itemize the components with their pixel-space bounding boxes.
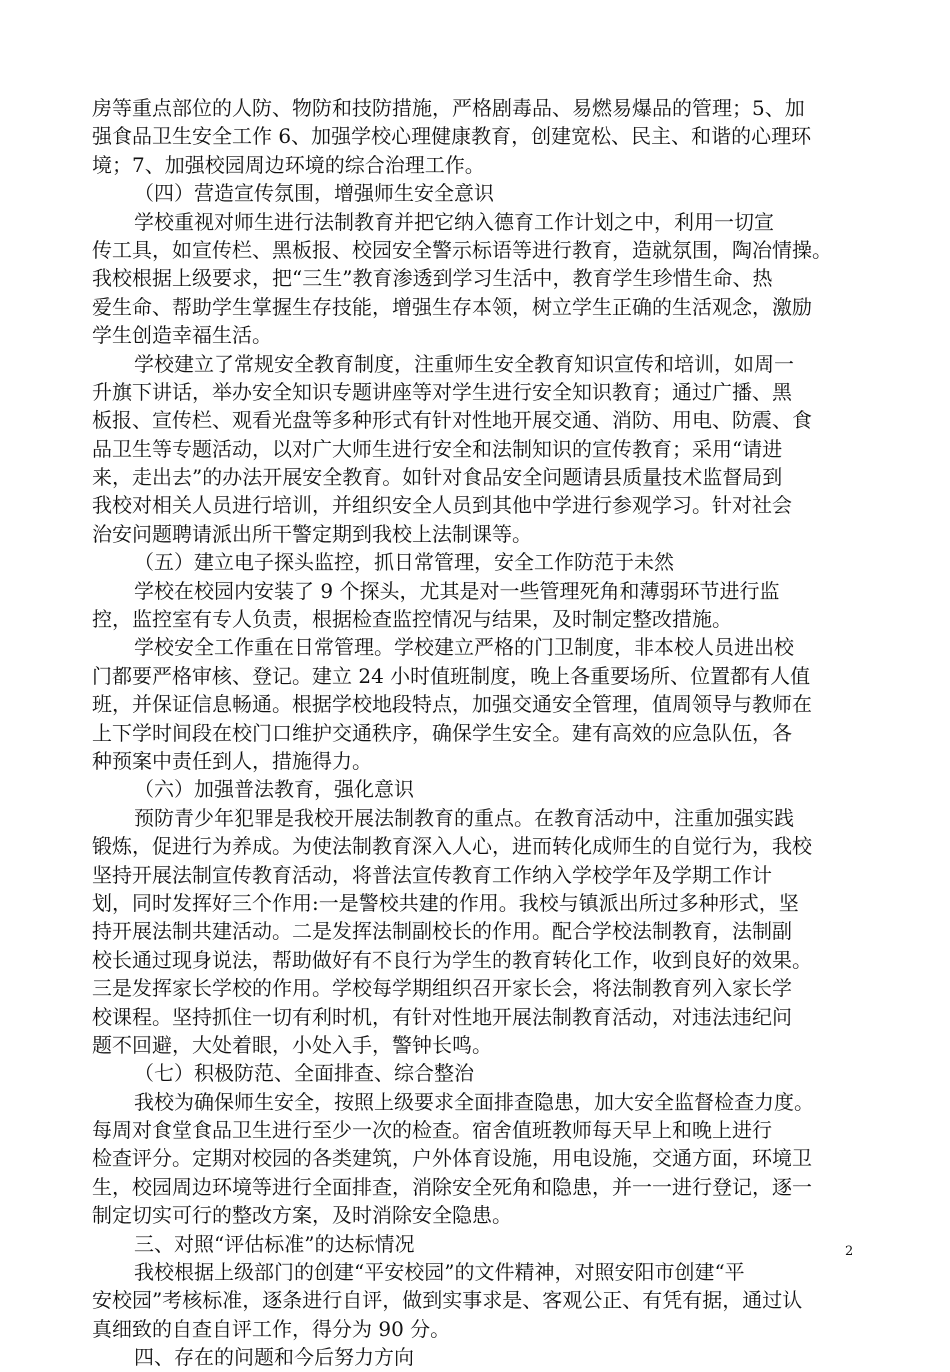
text-line: 学校在校园内安装了 9 个探头，尤其是对一些管理死角和薄弱环节进行监 [134, 578, 780, 603]
text-line: 校长通过现身说法，帮助做好有不良行为学生的教育转化工作，收到良好的效果。 [92, 947, 812, 972]
text-line: 我校根据上级部门的创建“平安校园”的文件精神，对照安阳市创建“平 [134, 1260, 745, 1285]
page-number: 2 [845, 1244, 854, 1259]
text-line: （五）建立电子探头监控，抓日常管理，安全工作防范于未然 [134, 550, 674, 575]
text-line: 学校建立了常规安全教育制度，注重师生安全教育知识宣传和培训，如周一 [134, 351, 794, 376]
text-line: 上下学时间段在校门口维护交通秩序，确保学生安全。建有高效的应急队伍，各 [92, 720, 792, 745]
text-line: 品卫生等专题活动，以对广大师生进行安全和法制知识的宣传教育；采用“请进 [92, 436, 783, 461]
text-line: 检查评分。定期对校园的各类建筑，户外体育设施，用电设施，交通方面，环境卫 [92, 1146, 812, 1171]
text-line: 学生创造幸福生活。 [92, 323, 272, 348]
text-line: （六）加强普法教育，强化意识 [134, 777, 414, 802]
text-line: 升旗下讲话，举办安全知识专题讲座等对学生进行安全知识教育；通过广播、黑 [92, 379, 792, 404]
text-line: 三、对照“评估标准”的达标情况 [134, 1231, 415, 1256]
text-line: 板报、宣传栏、观看光盘等多种形式有针对性地开展交通、消防、用电、防震、食 [92, 408, 812, 433]
text-line: 境；7、加强校园周边环境的综合治理工作。 [92, 152, 485, 177]
text-line: 班，并保证信息畅通。根据学校地段特点，加强交通安全管理，值周领导与教师在 [92, 692, 812, 717]
text-line: 安校园”考核标准，逐条进行自评，做到实事求是、客观公正、有凭有据，通过认 [92, 1288, 803, 1313]
text-line: 我校根据上级要求，把“三生”教育渗透到学习生活中，教育学生珍惜生命、热 [92, 266, 773, 291]
text-line: 种预案中责任到人，措施得力。 [92, 748, 372, 773]
text-line: （七）积极防范、全面排查、综合整治 [134, 1061, 474, 1086]
text-line: 来，走出去”的办法开展安全教育。如针对食品安全问题请县质量技术监督局到 [92, 465, 783, 490]
text-line: 控，监控室有专人负责，根据检查监控情况与结果，及时制定整改措施。 [92, 607, 732, 632]
text-line: 我校对相关人员进行培训，并组织安全人员到其他中学进行参观学习。针对社会 [92, 493, 792, 518]
text-line: 强食品卫生安全工作 6、加强学校心理健康教育，创建宽松、民主、和谐的心理环 [92, 124, 812, 149]
document-body [92, 94, 872, 1372]
text-line: 门都要严格审核、登记。建立 24 小时值班制度，晚上各重要场所、位置都有人值 [92, 663, 811, 688]
text-line: 传工具，如宣传栏、黑板报、校园安全警示标语等进行教育，造就氛围，陶冶情操。 [92, 237, 832, 262]
text-line: 学校安全工作重在日常管理。学校建立严格的门卫制度，非本校人员进出校 [134, 635, 794, 660]
text-line: 房等重点部位的人防、物防和技防措施，严格剧毒品、易燃易爆品的管理；5、加 [92, 96, 805, 120]
text-line: 治安问题聘请派出所干警定期到我校上法制课等。 [92, 521, 532, 546]
text-line: 坚持开展法制宣传教育活动，将普法宣传教育工作纳入学校学年及学期工作计 [92, 862, 772, 887]
text-line: 我校为确保师生安全，按照上级要求全面排查隐患，加大安全监督检查力度。 [134, 1089, 814, 1114]
text-line: 制定切实可行的整改方案，及时消除安全隐患。 [92, 1203, 512, 1228]
text-line: 每周对食堂食品卫生进行至少一次的检查。宿舍值班教师每天早上和晚上进行 [92, 1118, 772, 1143]
text-line: 学校重视对师生进行法制教育并把它纳入德育工作计划之中，利用一切宣 [134, 209, 774, 234]
text-line: 校课程。坚持抓住一切有利时机，有针对性地开展法制教育活动，对违法违纪问 [92, 1004, 792, 1029]
text-line: 预防青少年犯罪是我校开展法制教育的重点。在教育活动中，注重加强实践 [134, 805, 794, 830]
text-line: 三是发挥家长学校的作用。学校每学期组织召开家长会，将法制教育列入家长学 [92, 976, 792, 1001]
text-line: 爱生命、帮助学生掌握生存技能，增强生存本领，树立学生正确的生活观念，激励 [92, 294, 812, 319]
text-line: 真细致的自查自评工作，得分为 90 分。 [92, 1316, 451, 1341]
text-line: 题不回避，大处着眼，小处入手，警钟长鸣。 [92, 1032, 492, 1057]
text-line: 持开展法制共建活动。二是发挥法制副校长的作用。配合学校法制教育，法制副 [92, 919, 792, 944]
text-line: 划，同时发挥好三个作用:一是警校共建的作用。我校与镇派出所过多种形式，坚 [92, 890, 799, 915]
text-line: 锻炼，促进行为养成。为使法制教育深入人心，进而转化成师生的自觉行为，我校 [92, 834, 812, 859]
text-line: （四）营造宣传氛围，增强师生安全意识 [134, 181, 494, 206]
text-line: 四、存在的问题和今后努力方向 [134, 1345, 414, 1370]
text-line: 生，校园周边环境等进行全面排查，消除安全死角和隐患，并一一进行登记，逐一 [92, 1174, 812, 1199]
